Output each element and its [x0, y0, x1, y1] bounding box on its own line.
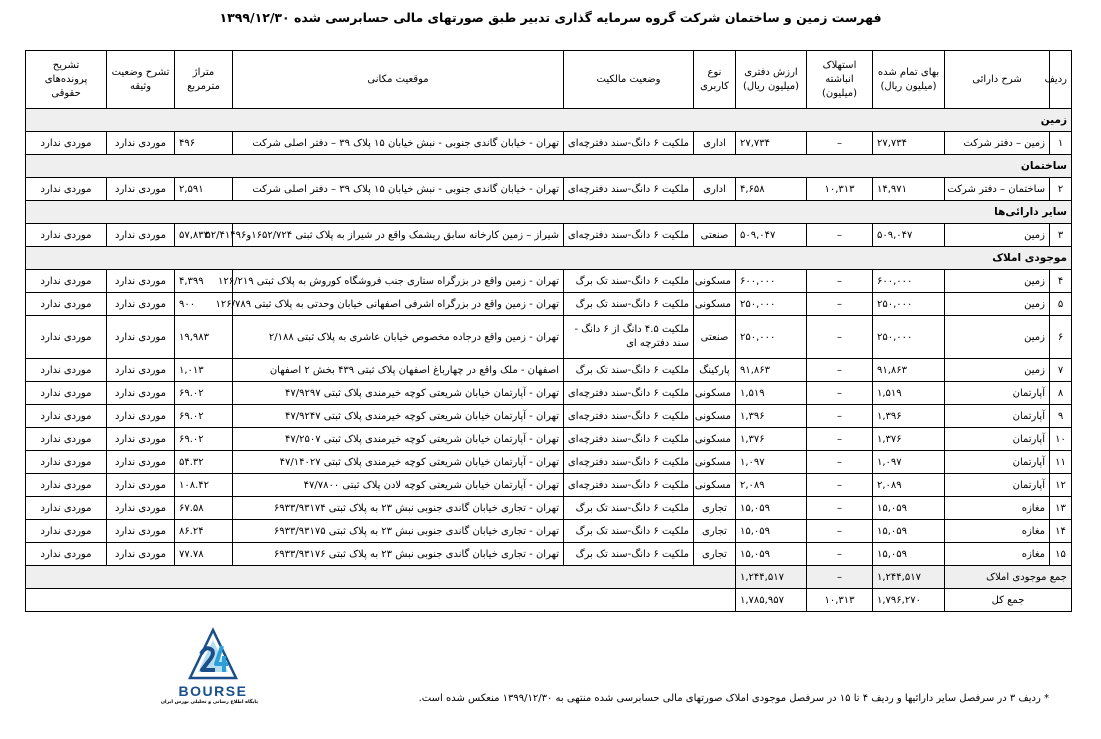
location: تهران - تجاری خیابان گاندی جنوبی نبش ۲۳ به پلاک ثبتی ۶۹۳۳/۹۳۱۷۴ [233, 497, 564, 520]
row-number: ۳ [1050, 224, 1072, 247]
book-value: ۲۷,۷۳۴ [736, 132, 807, 155]
area-value: ۶۷.۵۸ [175, 497, 233, 520]
row-number: ۱۴ [1050, 520, 1072, 543]
table-row [26, 359, 1072, 382]
area-value: ۴,۳۹۹ [175, 270, 233, 293]
grand-total-cost: ۱,۷۹۶,۲۷۰ [873, 589, 945, 612]
location: تهران - زمین واقع در بزرگراه ستاری جنب فروشگاه کوروش به پلاک ثبتی ۱۲۶/۲۱۹ [233, 270, 564, 293]
row-number: ۱۰ [1050, 428, 1072, 451]
row-number: ۷ [1050, 359, 1072, 382]
cost-value: ۶۰۰,۰۰۰ [873, 270, 945, 293]
usage-type: مسکونی [694, 428, 736, 451]
header-location: موقعیت مکانی [233, 51, 564, 109]
usage-type: صنعتی [694, 224, 736, 247]
header-depreciation: استهلاک انباشته (میلیون) [807, 51, 873, 109]
footnote: * ردیف ۳ در سرفصل سایر دارائیها و ردیف ۴ تا ۱۵ در سرفصل موجودی املاک صورتهای مالی حسابرسی شده منتهی به ۱۳۹۹/۱۲/۳۰ منعکس شده است. [418, 693, 1049, 704]
location: تهران - زمین واقع در بزرگراه اشرفی اصفهانی خیابان وحدتی به پلاک ثبتی ۱۲۶/۷۸۹ [233, 293, 564, 316]
cost-value: ۱۵,۰۵۹ [873, 543, 945, 566]
deed-status: موردی ندارد [107, 316, 175, 359]
table-row [26, 293, 1072, 316]
section-other-assets [26, 201, 1072, 224]
cost-value: ۱۵,۰۵۹ [873, 520, 945, 543]
ownership-status: ملکیت ۶ دانگ-سند تک برگ [564, 270, 694, 293]
deed-status: موردی ندارد [107, 293, 175, 316]
header-cost: بهای تمام شده (میلیون ریال) [873, 51, 945, 109]
deed-status: موردی ندارد [107, 428, 175, 451]
legal-status: موردی ندارد [26, 382, 107, 405]
asset-description: مغازه [945, 497, 1050, 520]
depreciation-value: – [807, 270, 873, 293]
deed-status: موردی ندارد [107, 520, 175, 543]
area-value: ۵۴.۳۲ [175, 451, 233, 474]
book-value: ۱۵,۰۵۹ [736, 543, 807, 566]
book-value: ۲,۰۸۹ [736, 474, 807, 497]
deed-status: موردی ندارد [107, 451, 175, 474]
row-number: ۶ [1050, 316, 1072, 359]
cost-value: ۲,۰۸۹ [873, 474, 945, 497]
total-inventory-cost: ۱,۲۴۴,۵۱۷ [873, 566, 945, 589]
row-number: ۹ [1050, 405, 1072, 428]
row-number: ۴ [1050, 270, 1072, 293]
area-value: ۸۶.۲۴ [175, 520, 233, 543]
depreciation-value: – [807, 224, 873, 247]
total-inventory-row [26, 566, 1072, 589]
row-number: ۸ [1050, 382, 1072, 405]
ownership-status: ملکیت ۶ دانگ-سند دفترچه‌ای [564, 474, 694, 497]
usage-type: صنعتی [694, 316, 736, 359]
usage-type: مسکونی [694, 293, 736, 316]
total-inventory-label: جمع موجودی املاک [945, 566, 1072, 589]
table-row [26, 497, 1072, 520]
ownership-status: ملکیت ۶ دانگ-سند دفترچه‌ای [564, 405, 694, 428]
depreciation-value: – [807, 382, 873, 405]
section-label: موجودی املاک [26, 247, 1072, 270]
table-row [26, 428, 1072, 451]
usage-type: مسکونی [694, 405, 736, 428]
depreciation-value: ۱۰,۳۱۳ [807, 178, 873, 201]
grand-total-depreciation: ۱۰,۳۱۳ [807, 589, 873, 612]
deed-status: موردی ندارد [107, 178, 175, 201]
ownership-status: ملکیت ۴.۵ دانگ از ۶ دانگ - سند دفترچه ای [564, 316, 694, 359]
ownership-status: ملکیت ۶ دانگ-سند دفترچه‌ای [564, 132, 694, 155]
deed-status: موردی ندارد [107, 359, 175, 382]
ownership-status: ملکیت ۶ دانگ-سند تک برگ [564, 359, 694, 382]
cost-value: ۹۱,۸۶۳ [873, 359, 945, 382]
location: تهران - آپارتمان خیابان شریعتی کوچه خیرمندی پلاک ثبتی ۴۷/۹۲۹۷ [233, 382, 564, 405]
row-number: ۱۳ [1050, 497, 1072, 520]
book-value: ۶۰۰,۰۰۰ [736, 270, 807, 293]
legal-status: موردی ندارد [26, 474, 107, 497]
asset-description: آپارتمان [945, 405, 1050, 428]
usage-type: مسکونی [694, 270, 736, 293]
ownership-status: ملکیت ۶ دانگ-سند دفترچه‌ای [564, 428, 694, 451]
asset-description: زمین [945, 224, 1050, 247]
location: تهران - آپارتمان خیابان شریعتی کوچه لادن پلاک ثبتی ۴۷/۷۸۰۰ [233, 474, 564, 497]
area-value: ۱۰۸.۴۲ [175, 474, 233, 497]
cost-value: ۲۷,۷۳۴ [873, 132, 945, 155]
cost-value: ۱۵,۰۵۹ [873, 497, 945, 520]
location: تهران - آپارتمان خیابان شریعتی کوچه خیرمندی پلاک ثبتی ۴۷/۹۲۴۷ [233, 405, 564, 428]
area-value: ۶۹.۰۲ [175, 405, 233, 428]
total-inventory-blank [26, 566, 736, 589]
legal-status: موردی ندارد [26, 316, 107, 359]
book-value: ۱,۰۹۷ [736, 451, 807, 474]
table-row [26, 270, 1072, 293]
legal-status: موردی ندارد [26, 178, 107, 201]
location: تهران - خیابان گاندی جنوبی - نبش خیابان ۱۵ پلاک ۳۹ – دفتر اصلی شرکت [233, 178, 564, 201]
area-value: ۶۹.۰۲ [175, 428, 233, 451]
ownership-status: ملکیت ۶ دانگ-سند دفترچه‌ای [564, 224, 694, 247]
cost-value: ۲۵۰,۰۰۰ [873, 293, 945, 316]
depreciation-value: – [807, 132, 873, 155]
table-row [26, 178, 1072, 201]
table-row [26, 520, 1072, 543]
ownership-status: ملکیت ۶ دانگ-سند تک برگ [564, 497, 694, 520]
asset-description: آپارتمان [945, 428, 1050, 451]
header-ownership: وضعیت مالکیت [564, 51, 694, 109]
book-value: ۹۱,۸۶۳ [736, 359, 807, 382]
legal-status: موردی ندارد [26, 497, 107, 520]
deed-status: موردی ندارد [107, 405, 175, 428]
usage-type: تجاری [694, 543, 736, 566]
cost-value: ۱,۳۹۶ [873, 405, 945, 428]
depreciation-value: – [807, 451, 873, 474]
area-value: ۷۷.۷۸ [175, 543, 233, 566]
cost-value: ۱۴,۹۷۱ [873, 178, 945, 201]
deed-status: موردی ندارد [107, 224, 175, 247]
book-value: ۱,۵۱۹ [736, 382, 807, 405]
cost-value: ۱,۰۹۷ [873, 451, 945, 474]
area-value: ۵۷,۸۳۳ [175, 224, 233, 247]
legal-status: موردی ندارد [26, 132, 107, 155]
location: تهران - خیابان گاندی جنوبی - نبش خیابان ۱۵ پلاک ۳۹ – دفتر اصلی شرکت [233, 132, 564, 155]
header-legal: تشریح پرونده‌های حقوقی [26, 51, 107, 109]
area-value: ۲,۵۹۱ [175, 178, 233, 201]
usage-type: اداری [694, 178, 736, 201]
row-number: ۱۱ [1050, 451, 1072, 474]
depreciation-value: – [807, 405, 873, 428]
asset-description: ساختمان – دفتر شرکت [945, 178, 1050, 201]
deed-status: موردی ندارد [107, 382, 175, 405]
area-value: ۹۰۰ [175, 293, 233, 316]
area-value: ۱۹,۹۸۳ [175, 316, 233, 359]
book-value: ۴,۶۵۸ [736, 178, 807, 201]
usage-type: پارکینگ [694, 359, 736, 382]
depreciation-value: – [807, 497, 873, 520]
legal-status: موردی ندارد [26, 359, 107, 382]
usage-type: مسکونی [694, 382, 736, 405]
location: تهران - آپارتمان خیابان شریعتی کوچه خیرمندی پلاک ثبتی ۴۷/۱۴۰۲۷ [233, 451, 564, 474]
book-value: ۲۵۰,۰۰۰ [736, 293, 807, 316]
legal-status: موردی ندارد [26, 451, 107, 474]
header-asset: شرح دارائی [945, 51, 1050, 109]
row-number: ۱۵ [1050, 543, 1072, 566]
page-title: فهرست زمین و ساختمان شرکت گروه سرمایه گذاری تدبیر طبق صورتهای مالی حسابرسی شده ۱۳۹۹/۱۲/۳۰ [219, 10, 882, 25]
book-value: ۲۵۰,۰۰۰ [736, 316, 807, 359]
deed-status: موردی ندارد [107, 132, 175, 155]
deed-status: موردی ندارد [107, 543, 175, 566]
deed-status: موردی ندارد [107, 497, 175, 520]
row-number: ۱ [1050, 132, 1072, 155]
location: اصفهان - ملک واقع در چهارباغ اصفهان پلاک ثبتی ۴۳۹ بخش ۲ اصفهان [233, 359, 564, 382]
depreciation-value: – [807, 359, 873, 382]
header-usage: نوع کاربری [694, 51, 736, 109]
cost-value: ۱,۵۱۹ [873, 382, 945, 405]
book-value: ۱,۳۹۶ [736, 405, 807, 428]
section-land [26, 109, 1072, 132]
usage-type: تجاری [694, 520, 736, 543]
depreciation-value: – [807, 474, 873, 497]
row-number: ۲ [1050, 178, 1072, 201]
table-row [26, 474, 1072, 497]
usage-type: تجاری [694, 497, 736, 520]
header-deed: تشرح وضعیت وثیقه [107, 51, 175, 109]
ownership-status: ملکیت ۶ دانگ-سند تک برگ [564, 543, 694, 566]
assets-table [25, 50, 1072, 612]
grand-total-blank [26, 589, 736, 612]
bourse-logo-icon [188, 628, 238, 680]
bourse-logo-text: BOURSE [178, 683, 248, 699]
depreciation-value: – [807, 293, 873, 316]
cost-value: ۲۵۰,۰۰۰ [873, 316, 945, 359]
book-value: ۱۵,۰۵۹ [736, 520, 807, 543]
section-label: سایر دارائی‌ها [26, 201, 1072, 224]
header-book-value: ارزش دفتری (میلیون ریال) [736, 51, 807, 109]
asset-description: آپارتمان [945, 474, 1050, 497]
asset-description: آپارتمان [945, 451, 1050, 474]
table-row [26, 382, 1072, 405]
deed-status: موردی ندارد [107, 474, 175, 497]
usage-type: مسکونی [694, 451, 736, 474]
cost-value: ۱,۳۷۶ [873, 428, 945, 451]
location: تهران - تجاری خیابان گاندی جنوبی نبش ۲۳ به پلاک ثبتی ۶۹۳۳/۹۳۱۷۶ [233, 543, 564, 566]
header-row [26, 51, 1072, 109]
legal-status: موردی ندارد [26, 270, 107, 293]
table-row [26, 224, 1072, 247]
usage-type: اداری [694, 132, 736, 155]
depreciation-value: – [807, 428, 873, 451]
location: تهران - زمین واقع درجاده مخصوص خیابان عاشری به پلاک ثبتی ۲/۱۸۸ [233, 316, 564, 359]
book-value: ۵۰۹,۰۴۷ [736, 224, 807, 247]
grand-total-book: ۱,۷۸۵,۹۵۷ [736, 589, 807, 612]
cost-value: ۵۰۹,۰۴۷ [873, 224, 945, 247]
location: شیراز – زمین کارخانه سابق ریشمک واقع در شیراز به پلاک ثبتی ۱۶۵۲/۷۲۴و۵۲/۴۱۴۹۶ [233, 224, 564, 247]
ownership-status: ملکیت ۶ دانگ-سند دفترچه‌ای [564, 451, 694, 474]
legal-status: موردی ندارد [26, 520, 107, 543]
depreciation-value: – [807, 543, 873, 566]
deed-status: موردی ندارد [107, 270, 175, 293]
grand-total-row [26, 589, 1072, 612]
ownership-status: ملکیت ۶ دانگ-سند تک برگ [564, 293, 694, 316]
section-building [26, 155, 1072, 178]
section-label: ساختمان [26, 155, 1072, 178]
asset-description: زمین – دفتر شرکت [945, 132, 1050, 155]
section-inventory [26, 247, 1072, 270]
total-inventory-book: ۱,۲۴۴,۵۱۷ [736, 566, 807, 589]
total-inventory-depreciation: – [807, 566, 873, 589]
legal-status: موردی ندارد [26, 543, 107, 566]
row-number: ۵ [1050, 293, 1072, 316]
table-row [26, 451, 1072, 474]
ownership-status: ملکیت ۶ دانگ-سند دفترچه‌ای [564, 178, 694, 201]
header-row-number: ردیف [1050, 51, 1072, 109]
legal-status: موردی ندارد [26, 293, 107, 316]
area-value: ۴۹۶ [175, 132, 233, 155]
section-label: زمین [26, 109, 1072, 132]
book-value: ۱,۳۷۶ [736, 428, 807, 451]
location: تهران - آپارتمان خیابان شریعتی کوچه خیرمندی پلاک ثبتی ۴۷/۲۵۰۷ [233, 428, 564, 451]
asset-description: زمین [945, 316, 1050, 359]
grand-total-label: جمع کل [945, 589, 1072, 612]
legal-status: موردی ندارد [26, 428, 107, 451]
ownership-status: ملکیت ۶ دانگ-سند دفترچه‌ای [564, 382, 694, 405]
area-value: ۶۹.۰۲ [175, 382, 233, 405]
asset-description: آپارتمان [945, 382, 1050, 405]
book-value: ۱۵,۰۵۹ [736, 497, 807, 520]
legal-status: موردی ندارد [26, 405, 107, 428]
header-area: متراژ مترمربع [175, 51, 233, 109]
asset-description: زمین [945, 270, 1050, 293]
legal-status: موردی ندارد [26, 224, 107, 247]
asset-description: زمین [945, 359, 1050, 382]
location: تهران - تجاری خیابان گاندی جنوبی نبش ۲۳ به پلاک ثبتی ۶۹۳۳/۹۳۱۷۵ [233, 520, 564, 543]
table-row [26, 132, 1072, 155]
depreciation-value: – [807, 520, 873, 543]
table-row [26, 543, 1072, 566]
row-number: ۱۲ [1050, 474, 1072, 497]
table-row [26, 316, 1072, 359]
usage-type: مسکونی [694, 474, 736, 497]
asset-description: مغازه [945, 520, 1050, 543]
table-row [26, 405, 1072, 428]
area-value: ۱,۰۱۳ [175, 359, 233, 382]
bourse-logo [160, 628, 258, 714]
asset-description: مغازه [945, 543, 1050, 566]
ownership-status: ملکیت ۶ دانگ-سند تک برگ [564, 520, 694, 543]
depreciation-value: – [807, 316, 873, 359]
bourse-logo-subtitle: پایگاه اطلاع رسانی و تحلیلی بورس ایران [160, 700, 258, 705]
asset-description: زمین [945, 293, 1050, 316]
